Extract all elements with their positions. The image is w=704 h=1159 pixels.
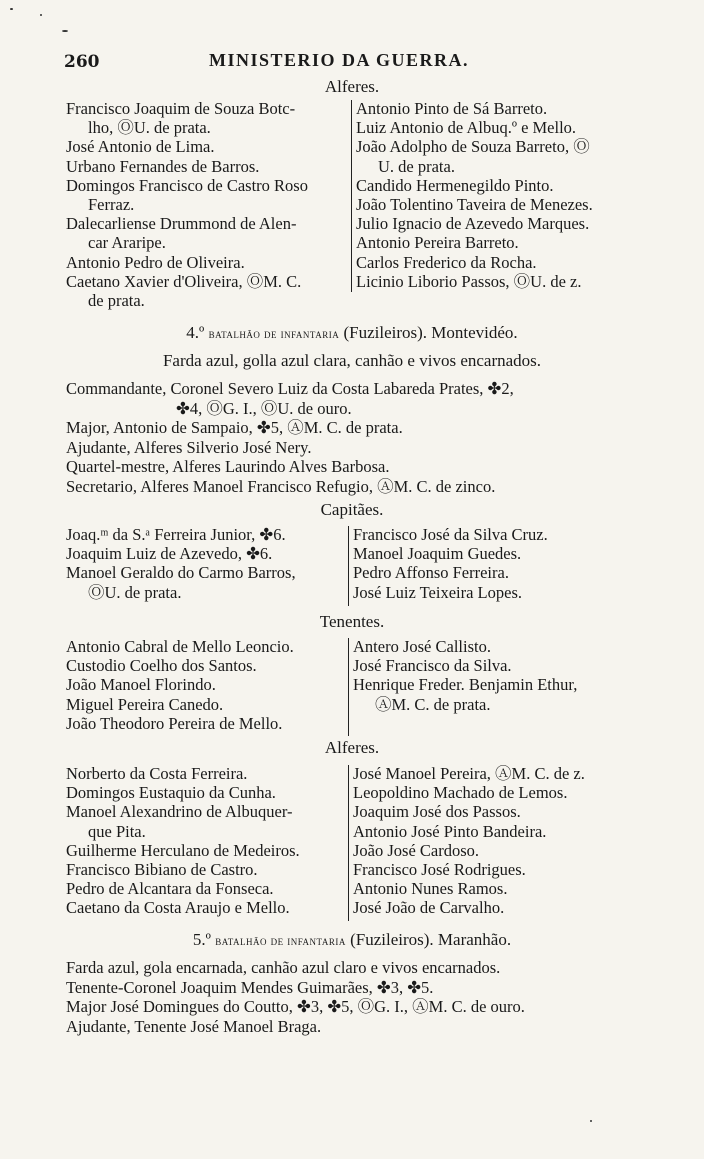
- ink-speck: [40, 14, 42, 16]
- alferes2-right-column: [353, 764, 585, 918]
- staff-line: Major, Antonio de Sampaio, ✤5, ⒶM. C. de prata.: [66, 418, 403, 437]
- tenentes-left-column: [66, 637, 294, 733]
- staff-line: Commandante, Coronel Severo Luiz da Costa Labareda Prates, ✤2,: [66, 379, 514, 398]
- battalion-5-staff: [66, 958, 646, 1036]
- list-item: Antonio José Pinto Bandeira.: [353, 821, 547, 841]
- list-item: João José Cardoso.: [353, 840, 480, 860]
- list-item: Dalecarliense Drummond de Alen-: [66, 214, 297, 234]
- list-item: Antonio Pedro de Oliveira.: [66, 252, 245, 272]
- list-item: U. de prata.: [378, 156, 455, 176]
- list-item: Carlos Frederico da Rocha.: [356, 252, 537, 272]
- list-item: Julio Ignacio de Azevedo Marques.: [356, 214, 590, 234]
- list-item: Joaq.ᵐ da S.ᵃ Ferreira Junior, ✤6.: [66, 525, 286, 544]
- list-item: Joaquim Luiz de Azevedo, ✤6.: [66, 544, 273, 564]
- list-item: João Adolpho de Souza Barreto, Ⓞ: [356, 137, 590, 157]
- list-item: Caetano Xavier d'Oliveira, ⓄM. C.: [66, 271, 302, 291]
- list-item: Henrique Freder. Benjamin Ethur,: [353, 675, 578, 695]
- list-item: Francisco Bibiano de Castro.: [66, 859, 258, 879]
- list-item: ⓄU. de prata.: [88, 582, 182, 602]
- list-item: Leopoldino Machado de Lemos.: [353, 783, 568, 803]
- list-item: Miguel Pereira Canedo.: [66, 694, 224, 714]
- staff-line: Tenente-Coronel Joaquim Mendes Guimarães, ✤3, ✤5.: [66, 977, 434, 997]
- staff-line: Secretario, Alferes Manoel Francisco Refugio, ⒶM. C. de zinco.: [66, 476, 496, 496]
- list-item: car Araripe.: [88, 233, 166, 253]
- list-item: Joaquim José dos Passos.: [353, 802, 521, 822]
- battalion-4-staff: [66, 379, 646, 496]
- section-heading-tenentes: Tenentes.: [319, 612, 385, 631]
- list-item: Urbano Fernandes de Barros.: [66, 156, 260, 176]
- staff-line: Quartel-mestre, Alferes Laurindo Alves Barbosa.: [66, 457, 390, 476]
- list-item: ⒶM. C. de prata.: [375, 694, 491, 714]
- list-item: Manoel Alexandrino de Albuquer-: [66, 802, 293, 822]
- column-divider: [348, 526, 349, 606]
- list-item: Francisco Joaquim de Souza Botc-: [66, 99, 296, 118]
- list-item: Caetano da Costa Araujo e Mello.: [66, 898, 290, 918]
- list-item: Antonio Cabral de Mello Leoncio.: [66, 637, 294, 656]
- list-item: Antonio Pereira Barreto.: [356, 233, 519, 253]
- ink-speck: [62, 30, 68, 32]
- column-divider: [351, 100, 352, 292]
- list-item: Luiz Antonio de Albuq.º e Mello.: [356, 118, 577, 138]
- list-item: Francisco José da Silva Cruz.: [353, 525, 548, 544]
- uniform-description: Farda azul, golla azul clara, canhão e vivos encarnados.: [162, 351, 542, 370]
- list-item: Pedro de Alcantara da Fonseca.: [66, 879, 274, 899]
- list-item: Francisco José Rodrigues.: [353, 859, 526, 879]
- list-item: Ferraz.: [88, 194, 135, 214]
- battalion-name: batalhão de infantaria: [208, 327, 340, 341]
- page-number: 260: [64, 52, 100, 72]
- section-heading-alferes-2: Alferes.: [324, 738, 380, 757]
- list-item: José Antonio de Lima.: [66, 137, 215, 157]
- staff-line: Ajudante, Alferes Silverio José Nery.: [66, 437, 312, 457]
- tenentes-right-column: [353, 637, 577, 714]
- list-item: Domingos Francisco de Castro Roso: [66, 175, 308, 195]
- list-item: Manoel Joaquim Guedes.: [353, 544, 522, 564]
- staff-line: Ajudante, Tenente José Manoel Braga.: [66, 1016, 322, 1036]
- list-item: José Manoel Pereira, ⒶM. C. de z.: [353, 764, 585, 783]
- list-item: Antero José Callisto.: [353, 637, 491, 656]
- list-item: Antonio Pinto de Sá Barreto.: [356, 99, 548, 118]
- running-header: [64, 50, 644, 74]
- list-item: Manoel Geraldo do Carmo Barros,: [66, 563, 296, 583]
- battalion-5-heading: [0, 930, 704, 950]
- alferes-left-column: [66, 99, 308, 310]
- column-divider: [348, 638, 349, 736]
- list-item: Custodio Coelho dos Santos.: [66, 656, 257, 676]
- capitaes-right-column: [353, 525, 548, 602]
- battalion-location: (Fuzileiros). Montevidéo.: [343, 323, 518, 342]
- list-item: Licinio Liborio Passos, ⓄU. de z.: [356, 271, 582, 291]
- list-item: lho, ⓄU. de prata.: [88, 118, 211, 138]
- column-divider: [348, 765, 349, 921]
- list-item: João Tolentino Taveira de Menezes.: [356, 194, 593, 214]
- list-item: Guilherme Herculano de Medeiros.: [66, 840, 300, 860]
- staff-line: ✤4, ⓄG. I., ⓄU. de ouro.: [176, 398, 352, 418]
- battalion-number: 5.º: [192, 930, 211, 949]
- battalion-name: batalhão de infantaria: [215, 934, 346, 948]
- list-item: Pedro Affonso Ferreira.: [353, 563, 509, 583]
- ink-speck: [10, 8, 13, 10]
- list-item: de prata.: [88, 290, 145, 310]
- list-item: Antonio Nunes Ramos.: [353, 879, 508, 899]
- uniform-description: Farda azul, gola encarnada, canhão azul claro e vivos encarnados.: [66, 958, 501, 977]
- list-item: José Luiz Teixeira Lopes.: [353, 582, 522, 602]
- section-heading-capitaes: Capitães.: [320, 500, 384, 519]
- page-title: MINISTERIO DA GUERRA.: [209, 50, 470, 70]
- battalion-4-heading: [0, 323, 704, 343]
- list-item: João Manoel Florindo.: [66, 675, 216, 695]
- section-heading-alferes: Alferes.: [324, 77, 380, 96]
- list-item: José Francisco da Silva.: [353, 656, 512, 676]
- staff-line: Major José Domingues do Coutto, ✤3, ✤5, ⓄG. I., ⒶM. C. de ouro.: [66, 997, 525, 1016]
- capitaes-left-column: [66, 525, 296, 602]
- battalion-number: 4.º: [186, 323, 205, 342]
- list-item: José João de Carvalho.: [353, 898, 505, 918]
- alferes-right-column: [356, 99, 593, 291]
- list-item: Domingos Eustaquio da Cunha.: [66, 783, 276, 803]
- alferes2-left-column: [66, 764, 300, 918]
- list-item: Candido Hermenegildo Pinto.: [356, 175, 554, 195]
- ink-speck: [590, 1120, 592, 1122]
- list-item: que Pita.: [88, 821, 146, 841]
- list-item: João Theodoro Pereira de Mello.: [66, 713, 283, 733]
- battalion-location: (Fuzileiros). Maranhão.: [350, 930, 512, 949]
- list-item: Norberto da Costa Ferreira.: [66, 764, 248, 783]
